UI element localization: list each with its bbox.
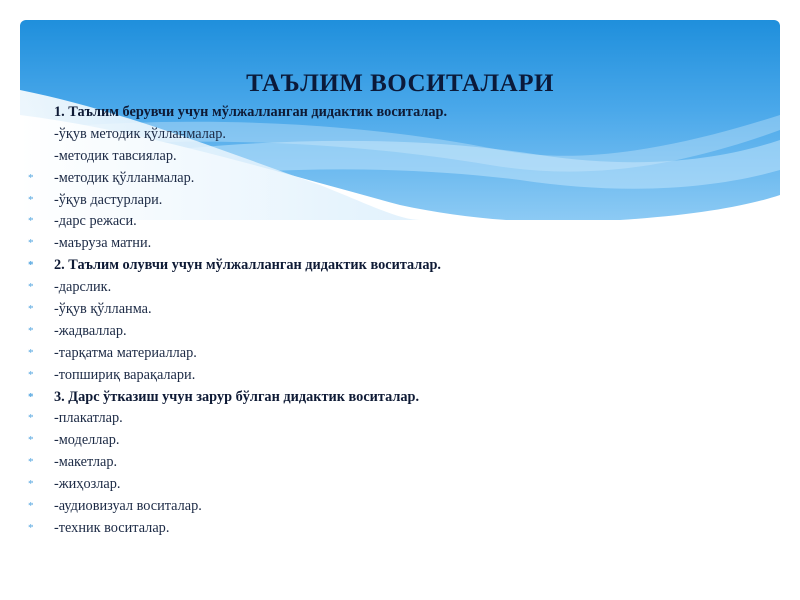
list-item-text: -жадваллар. — [54, 322, 127, 339]
list-item-text: -топшириқ варақалари. — [54, 366, 196, 383]
list-item — [24, 452, 764, 474]
bullet-icon: * — [28, 303, 34, 316]
list-item-text: -аудиовизуал воситалар. — [54, 498, 202, 515]
bullet-icon: * — [28, 521, 34, 534]
list-item — [24, 430, 764, 452]
bullet-icon: * — [28, 456, 34, 469]
bullet-icon: * — [28, 215, 34, 228]
list-item-text: -ўқув дастурлари. — [54, 191, 163, 208]
list-item-text: -жиҳозлар. — [54, 476, 121, 493]
list-item-heading-1 — [24, 102, 764, 124]
bullet-icon: * — [28, 237, 34, 250]
list-item-heading-2 — [24, 255, 764, 277]
list-item — [24, 408, 764, 430]
bullet-icon: * — [28, 368, 34, 381]
list-item — [24, 190, 764, 212]
list-item-text: -дарслик. — [54, 279, 112, 296]
list-item — [24, 321, 764, 343]
list-item-heading-3 — [24, 387, 764, 409]
bullet-icon: * — [28, 434, 34, 447]
bullet-icon: * — [28, 346, 34, 359]
list-item — [24, 146, 764, 168]
list-item — [24, 277, 764, 299]
list-item-text: -ўқув қўлланма. — [54, 301, 152, 318]
bullet-icon: * — [28, 259, 34, 272]
bullet-icon: * — [28, 478, 34, 491]
bullet-icon: * — [28, 193, 34, 206]
list-item-text: -ўқув методик қўлланмалар. — [54, 125, 226, 142]
bullet-icon: * — [28, 500, 34, 513]
bullet-icon: * — [28, 171, 34, 184]
list-item-text: -плакатлар. — [54, 410, 123, 427]
list-item — [24, 233, 764, 255]
list-item-text: -дарс режаси. — [54, 213, 137, 230]
slide-title: ТАЪЛИМ ВОСИТАЛАРИ — [246, 70, 554, 97]
bullet-icon: * — [28, 324, 34, 337]
list-item-text: 3. Дарс ўтказиш учун зарур бўлган дидактик воситалар. — [54, 388, 420, 405]
list-item — [24, 496, 764, 518]
list-item — [24, 518, 764, 540]
list-item-text: -моделлар. — [54, 432, 120, 449]
bullet-icon: * — [28, 281, 34, 294]
list-item — [24, 343, 764, 365]
list-item — [24, 474, 764, 496]
list-item-text: 1. Таълим берувчи учун мўлжалланган дидактик воситалар. — [54, 104, 448, 120]
list-item-text: 2. Таълим олувчи учун мўлжалланган дидактик воситалар. — [54, 257, 441, 274]
content-list — [24, 102, 764, 540]
bullet-icon: * — [28, 390, 34, 403]
list-item-text: -макетлар. — [54, 454, 118, 471]
bullet-icon: * — [28, 412, 34, 425]
list-item-text: -маъруза матни. — [54, 235, 152, 252]
list-item-text: -техник воситалар. — [54, 519, 170, 536]
list-item-text: -методик тавсиялар. — [54, 147, 177, 164]
list-item — [24, 168, 764, 190]
list-item-text: -тарқатма материаллар. — [54, 344, 197, 361]
list-item — [24, 365, 764, 387]
list-item — [24, 299, 764, 321]
list-item — [24, 124, 764, 146]
list-item-text: -методик қўлланмалар. — [54, 169, 195, 186]
list-item — [24, 211, 764, 233]
